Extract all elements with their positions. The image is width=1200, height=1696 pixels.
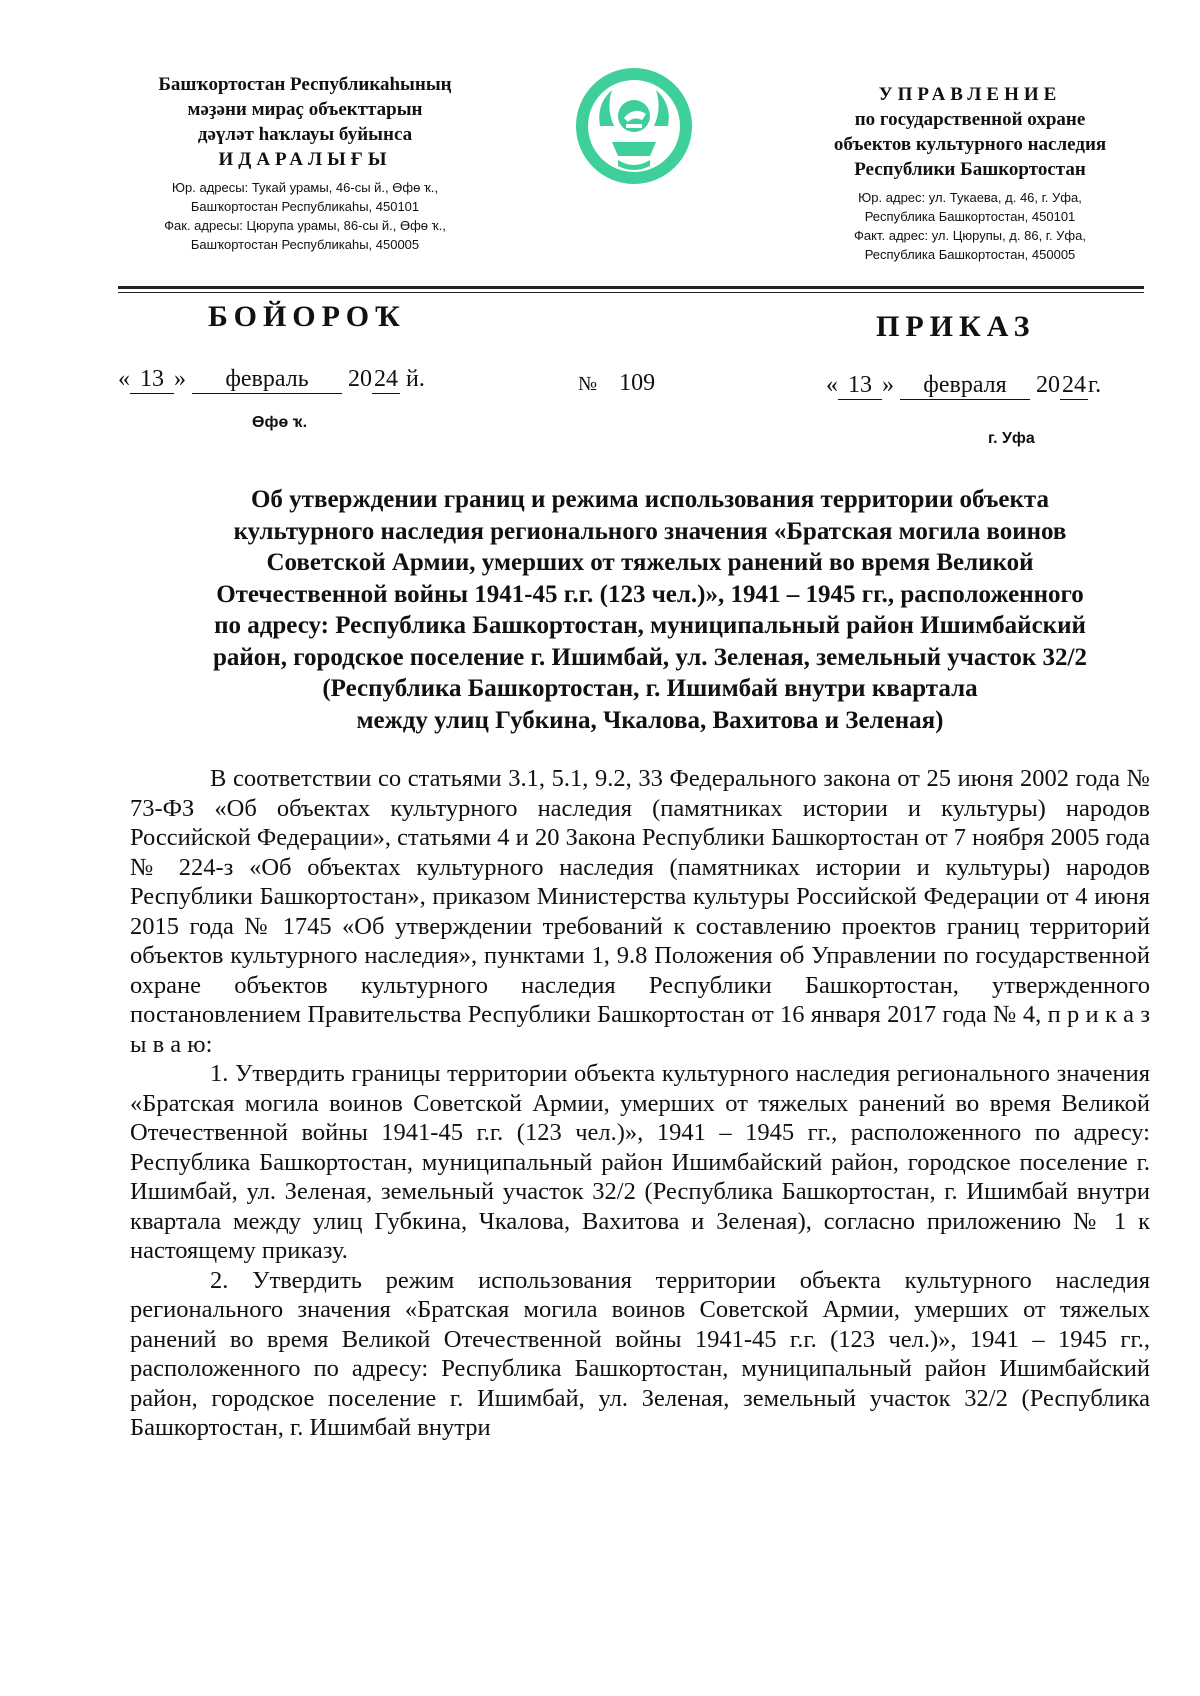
address-line: Юр. адресы: Тукай урамы, 46-сы й., Өфө ҡ., [171,180,439,195]
date-year-prefix: 20 [348,366,372,392]
header-right-line: объектов культурного наследия [833,134,1107,155]
address-line: Республика Башкортостан, 450101 [864,209,1076,224]
title-line: между улиц Губкина, Чкалова, Вахитова и Зеленая) [356,706,944,734]
quote-open: « [118,366,130,392]
address-line: Башҡортостан Республикаһы, 450005 [190,237,420,252]
address-line: Башҡортостан Республикаһы, 450101 [190,199,420,214]
header-divider-thin [118,292,1144,293]
header-left-line: Башҡортостан Республикаһының [158,74,452,95]
header-divider [118,286,1144,289]
header-right-title: УПРАВЛЕНИЕ [878,84,1062,105]
date-day: 13 [838,372,882,400]
date-suffix: й. [406,366,425,392]
document-body [130,764,1150,1443]
title-line: Советской Армии, умерших от тяжелых ранений во время Великой [266,549,1034,576]
city-right: г. Уфа [988,430,1035,447]
doc-kind-right: ПРИКАЗ [876,310,1036,343]
header-left-title: ИДАРАЛЫҒЫ [218,149,392,170]
address-line: Юр. адрес: ул. Тукаева, д. 46, г. Уфа, [858,190,1082,205]
title-line: культурного наследия регионального значения «Братская могила воинов [233,517,1067,545]
title-line: Отечественной войны 1941-45 г.г. (123 чел.)», 1941 – 1945 гг., расположенного [216,580,1084,608]
quote-close: » [882,372,894,398]
header-right-address [790,188,1150,264]
date-day: 13 [130,366,174,394]
header-left-address [120,178,490,254]
address-line: Республика Башкортостан, 450005 [864,247,1076,262]
title-line: (Республика Башкортостан, г. Ишимбай внутри квартала [322,675,978,702]
date-right [826,372,1101,400]
title-line: район, городское поселение г. Ишимбай, ул. Зеленая, земельный участок 32/2 [213,643,1087,671]
body-paragraph: В соответствии со статьями 3.1, 5.1, 9.2, 33 Федерального закона от 25 июня 2002 года № 73-ФЗ «Об объектах культурного наследия (памятниках истории и культуры) народов Российской Федерации», статьями 4 и 20 Закона Республики Башкортостан от 7 ноября 2005 года № 224-з «Об объектах культурного наследия (памятниках истории и культуры) народов Республики Башкортостан», приказом Министерства культуры Российской Федерации от 4 июня 2015 года № 1745 «Об утверждении требований к составлению проектов границ территорий объектов культурного наследия», пунктами 1, 9.8 Положения об Управлении по государственной охране объектов культурного наследия Республики Башкортостан, утвержденного постановлением Правительства Республики Башкортостан от 16 января 2017 года № 4, п р и к а з ы в а ю: [130,765,1150,1058]
header-left-line: дәүләт һаҡлауы буйынса [197,124,413,145]
doc-kind-left: БОЙОРОҠ [208,300,406,333]
title-line: Об утверждении границ и режима использования территории объекта [250,486,1050,513]
order-number [578,370,655,397]
address-line: Факт. адрес: ул. Цюрупы, д. 86, г. Уфа, [854,228,1086,243]
quote-close: » [174,366,186,392]
title-line: по адресу: Республика Башкортостан, муниципальный район Ишимбайский [214,612,1086,639]
header-right [790,82,1150,264]
date-year-suffix: 24 [1062,372,1086,398]
date-left [118,366,425,394]
header-right-line: по государственной охране [854,109,1086,130]
address-line: Фак. адресы: Цюрупа урамы, 86-сы й., Өфө ҡ., [164,218,446,233]
number-value: 109 [619,370,656,396]
quote-open: « [826,372,838,398]
date-year-prefix: 20 [1036,372,1060,398]
body-paragraph: 2. Утвердить режим использования территории объекта культурного наследия регионального значения «Братская могила воинов Советской Армии, умерших от тяжелых ранений во время Великой Отечественной войны 1941-45 г.г. (123 чел.)», 1941 – 1945 гг., расположенного по адресу: Республика Башкортостан, муниципальный район Ишимбайский район, городское поселение г. Ишимбай, ул. Зеленая, земельный участок 32/2 (Республика Башкортостан, г. Ишимбай внутри [130,1266,1150,1441]
date-suffix: г. [1088,372,1102,398]
header-left [120,72,490,254]
coat-of-arms-icon [572,64,696,188]
document-title [140,484,1160,736]
number-sign: № [578,373,598,395]
header-left-line: мәҙәни мираҫ объекттарын [187,99,423,120]
city-left: Өфө ҡ. [252,414,308,431]
body-paragraph: 1. Утвердить границы территории объекта культурного наследия регионального значения «Братская могила воинов Советской Армии, умерших от тяжелых ранений во время Великой Отечественной войны 1941-45 г.г. (123 чел.)», 1941 – 1945 гг., расположенного по адресу: Республика Башкортостан, муниципальный район Ишимбайский район, городское поселение г. Ишимбай, ул. Зеленая, земельный участок 32/2 (Республика Башкортостан, г. Ишимбай внутри квартала между улиц Губкина, Чкалова, Вахитова и Зеленая), согласно приложению № 1 к настоящему приказу. [130,1060,1150,1264]
date-month: февраль [192,366,342,394]
header-right-line: Республики Башкортостан [854,159,1086,180]
date-year-suffix: 24 [374,366,398,392]
date-month: февраля [900,372,1030,400]
